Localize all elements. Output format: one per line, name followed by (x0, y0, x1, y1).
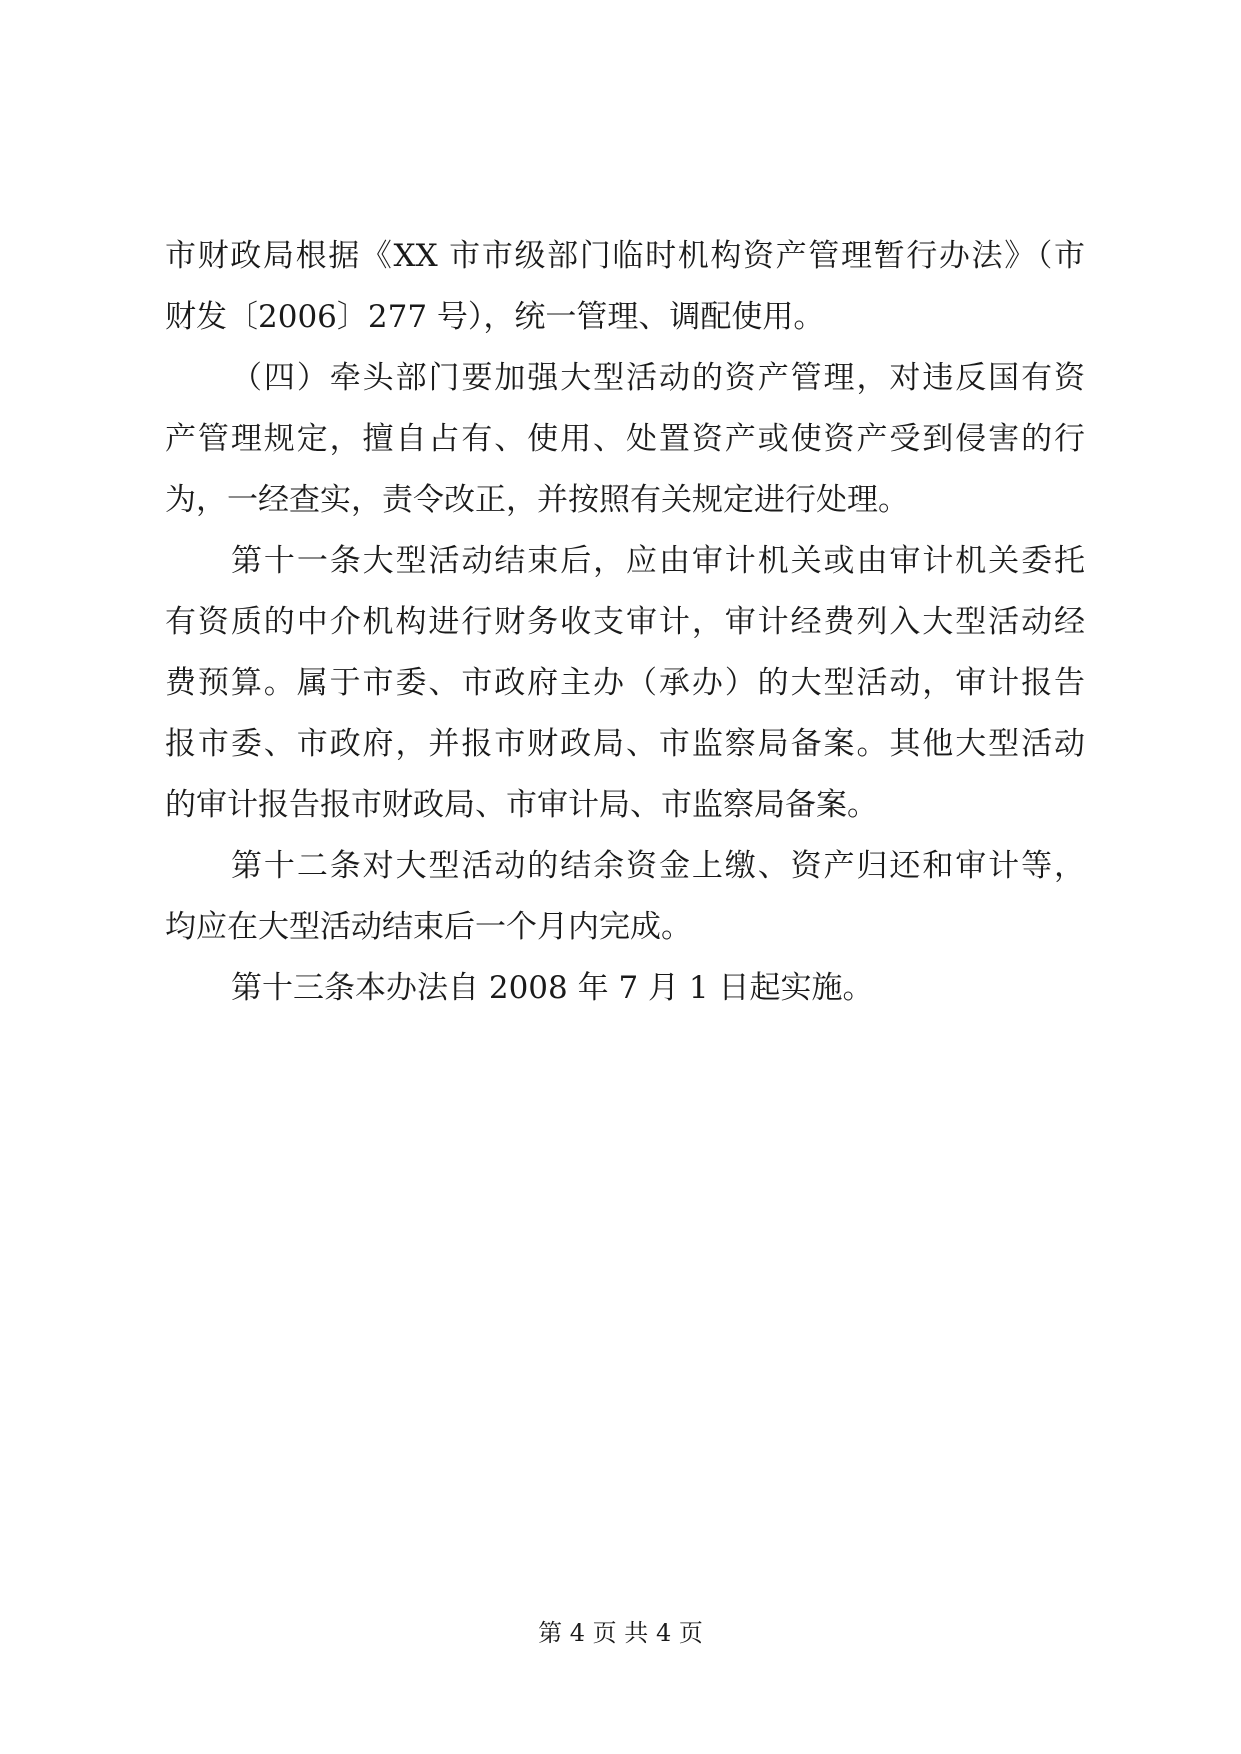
text-line: 均应在大型活动结束后一个月内完成。 (165, 909, 692, 945)
text-line: 市财政局根据《XX 市市级部门临时机构资产管理暂行办法》（市 (165, 238, 1085, 274)
text-line: 第十三条本办法自 2008 年 7 月 1 日起实施。 (231, 970, 874, 1006)
text-line: 产管理规定，擅自占有、使用、处置资产或使资产受到侵害的行 (165, 421, 1085, 457)
text-line: 第十一条大型活动结束后，应由审计机关或由审计机关委托 (231, 543, 1085, 579)
text-line: （四）牵头部门要加强大型活动的资产管理，对违反国有资 (231, 360, 1085, 396)
text-line: 为，一经查实，责令改正，并按照有关规定进行处理。 (165, 482, 909, 518)
page-footer (0, 1618, 1241, 1648)
page-number-label: 第 4 页 共 4 页 (538, 1619, 703, 1647)
document-body (165, 226, 1085, 1019)
text-line: 第十二条对大型活动的结余资金上缴、资产归还和审计等， (231, 848, 1085, 884)
text-line: 的审计报告报市财政局、市审计局、市监察局备案。 (165, 787, 878, 823)
text-line: 有资质的中介机构进行财务收支审计，审计经费列入大型活动经 (165, 604, 1085, 640)
text-line: 财发〔2006〕277 号），统一管理、调配使用。 (165, 299, 825, 335)
text-line: 报市委、市政府，并报市财政局、市监察局备案。其他大型活动 (165, 726, 1085, 762)
text-line: 费预算。属于市委、市政府主办（承办）的大型活动，审计报告 (165, 665, 1085, 701)
